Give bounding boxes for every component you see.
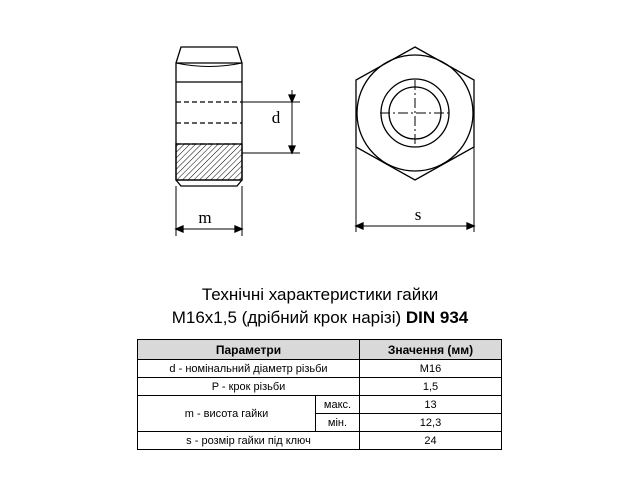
title-line-1: Технічні характеристики гайки [201,285,439,304]
row-m-min-label: мін. [316,414,360,432]
row-d-label: d - номінальний діаметр різьби [138,360,360,378]
row-m-min-value: 12,3 [360,414,502,432]
table-row [138,378,502,396]
row-p-label: P - крок різьби [138,378,360,396]
hatched-section [176,144,242,180]
spec-table [137,339,502,450]
side-view [176,47,300,236]
table-header-row [138,340,502,360]
row-m-max-value: 13 [360,396,502,414]
header-params: Параметри [138,340,360,360]
row-d-value: M16 [360,360,502,378]
title-standard: DIN 934 [405,308,469,327]
table-row [138,432,502,450]
label-m: m [198,208,212,227]
label-s: s [414,205,422,224]
row-s-label: s - розмір гайки під ключ [138,432,360,450]
row-m-max-label: макс. [316,396,360,414]
header-values: Значення (мм) [360,340,502,360]
table-row [138,360,502,378]
table-row [138,396,502,414]
label-d: d [271,108,281,127]
title-line-2-prefix: M16x1,5 (дрібний крок нарізі) [171,308,402,327]
row-s-value: 24 [360,432,502,450]
row-m-label: m - висота гайки [138,396,316,432]
row-p-value: 1,5 [360,378,502,396]
title-line-2 [0,307,640,329]
